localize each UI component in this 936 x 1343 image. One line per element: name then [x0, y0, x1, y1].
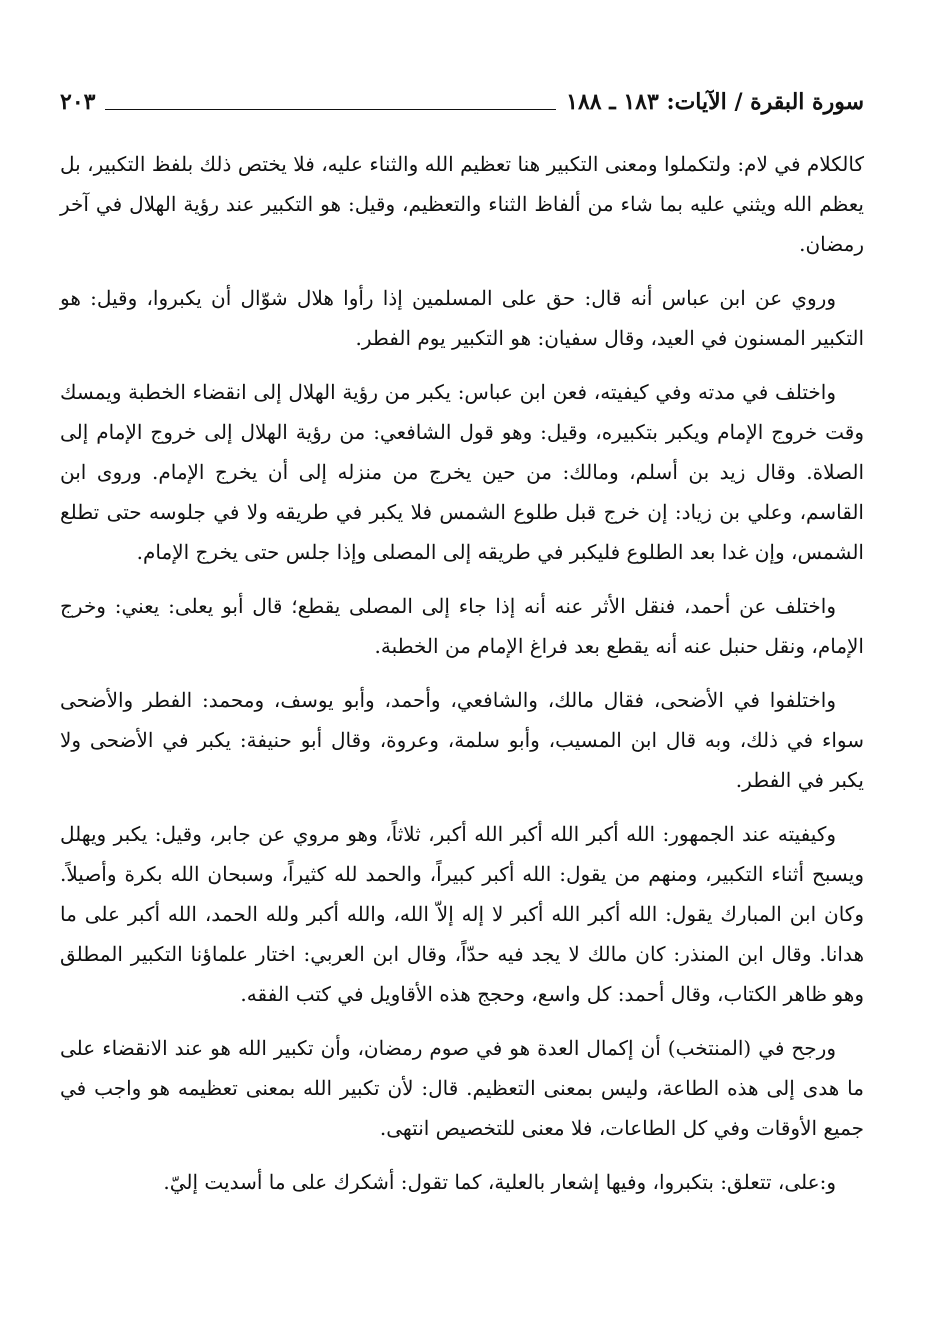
paragraph: وروي عن ابن عباس أنه قال: حق على المسلمين إذا رأوا هلال شوّال أن يكبروا، وقيل: هو التكبير المسنون في العيد، وقال سفيان: هو التكبير يوم الفطر.: [60, 286, 864, 350]
paragraph: و:على، تتعلق: بتكبروا، وفيها إشعار بالعلية، كما تقول: أشكرك على ما أسديت إليّ.: [163, 1170, 836, 1194]
header-rule: [105, 109, 556, 110]
paragraph: واختلف في مدته وفي كيفيته، فعن ابن عباس: يكبر من رؤية الهلال إلى انقضاء الخطبة ويمسك وقت خروج الإمام ويكبر بتكبيره، وقيل: وهو قول الشافعي: من رؤية الهلال إلى خروج الإمام إلى الصلاة. وقال زيد بن أسلم، ومالك: من حين يخرج من منزله إلى أن يخرج الإمام. وروى ابن القاسم، وعلي بن زياد: إن خرج قبل طلوع الشمس فلا يكبر في طريقه ولا في جلوسه حتى تطلع الشمس، وإن غدا بعد الطلوع فليكبر في طريقه إلى المصلى وإذا جلس حتى يخرج الإمام.: [60, 380, 864, 564]
body-text: [60, 144, 864, 1216]
paragraph: واختلفوا في الأضحى، فقال مالك، والشافعي، وأحمد، وأبو يوسف، ومحمد: الفطر والأضحى سواء في ذلك، وبه قال ابن المسيب، وأبو سلمة، وعروة، وقال أبو حنيفة: يكبر في الأضحى ولا يكبر في الفطر.: [60, 688, 864, 792]
running-header: [60, 80, 864, 116]
paragraph: كالكلام في لام: ولتكملوا ومعنى التكبير هنا تعظيم الله والثناء عليه، فلا يختص ذلك بلفظ التكبير، بل يعظم الله ويثني عليه بما شاء من ألفاظ الثناء والتعظيم، وقيل: هو التكبير عند رؤية الهلال في آخر رمضان.: [60, 152, 864, 256]
page-number: ٢٠٣: [60, 89, 96, 115]
paragraph: وكيفيته عند الجمهور: الله أكبر الله أكبر الله أكبر، ثلاثاً، وهو مروي عن جابر، وقيل: يكبر ويهلل ويسبح أثناء التكبير، ومنهم من يقول: الله أكبر كبيراً، والحمد لله كثيراً، وسبحان الله بكرة وأصيلاً. وكان ابن المبارك يقول: الله أكبر الله أكبر لا إله إلاّ الله، والله أكبر ولله الحمد، الله أكبر على ما هدانا. وقال ابن المنذر: كان مالك لا يجد فيه حدّاً، وقال ابن العربي: اختار علماؤنا التكبير المطلق وهو ظاهر الكتاب، وقال أحمد: كل واسع، وحجج هذه الأقاويل في كتب الفقه.: [60, 822, 864, 1006]
paragraph: ورجح في (المنتخب) أن إكمال العدة هو في صوم رمضان، وأن تكبير الله هو عند الانقضاء على ما هدى إلى هذه الطاعة، وليس بمعنى التعظيم. قال: لأن تكبير الله بمعنى تعظيمه هو واجب في جميع الأوقات وفي كل الطاعات، فلا معنى للتخصيص انتهى.: [60, 1036, 864, 1140]
running-header-title: سورة البقرة / الآيات: ١٨٣ ـ ١٨٨: [566, 89, 864, 115]
paragraph: واختلف عن أحمد، فنقل الأثر عنه أنه إذا جاء إلى المصلى يقطع؛ قال أبو يعلى: يعني: وخرج الإمام، ونقل حنبل عنه أنه يقطع بعد فراغ الإمام من الخطبة.: [60, 594, 864, 658]
